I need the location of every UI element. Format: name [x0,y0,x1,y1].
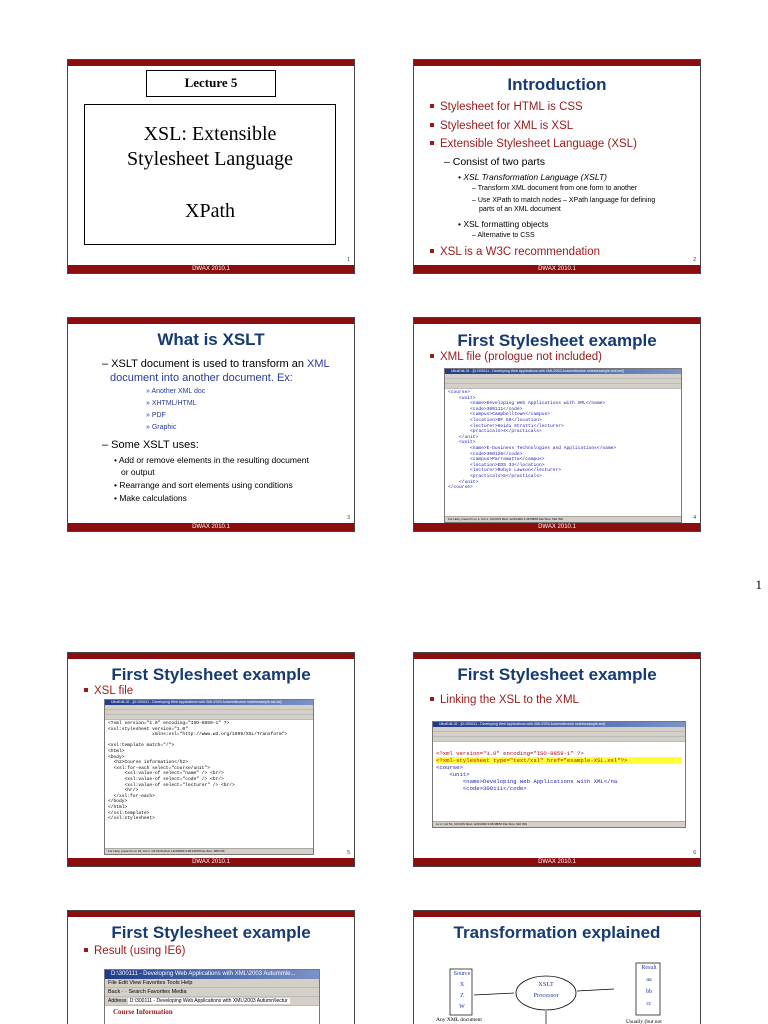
sub-xslt-b2: parts of an XML document [479,206,561,213]
code-line: <?xml version="1.0" encoding="ISO-8859-1" ?> [108,721,230,726]
bullet-square-icon [430,141,434,145]
code-line: <xsl:for-each select="course/unit"> [108,765,210,771]
page-number: 5 [347,850,350,856]
example-graphic: » Graphic [146,424,177,431]
code-area [445,389,681,492]
slide-top-bar [68,911,354,917]
code-line: </xsl:template> [108,810,150,816]
result-cc: cc [646,1001,652,1007]
code-line: <xsl:value-of select="code" /> <br/> [108,776,224,782]
code-line: <unit> [436,771,470,778]
source-w: W [459,1004,465,1010]
bullet-xsl-file: XSL file [84,685,133,697]
sub-consist: – Consist of two parts [444,156,545,168]
code-line: </html> [108,804,128,810]
code-line: <hr/> [108,788,139,794]
note-left: Any XML document [436,1017,482,1023]
status-bar: Ln 2, Col 51, C0 DOS Mod: 12/4/2003 3:08:38PM File Size: 622 INS [433,821,686,827]
slide-footer: DWAX 2010.1 [414,858,700,866]
result-aa: aa [646,977,652,983]
slide-title-line1: XSL: Extensible [143,123,277,145]
bullet-square-icon [430,104,434,108]
use-add-remove: • Add or remove elements in the resulting document [114,455,309,465]
bullet-square-icon [430,354,434,358]
status-bar: For Help, press F1 Ln 1, Col 1, C0 DOS Mod: 12/4/2003 1:36:59PM File Size: 592 INS [445,516,682,522]
slide-footer: DWAX 2010.1 [68,523,354,531]
code-line: <code>300111</code> [448,406,523,412]
code-line: </unit> [448,479,479,485]
code-line: <practicals>5</practicals> [448,473,542,479]
bullet-css: Stylesheet for HTML is CSS [430,101,583,113]
bullet-result: Result (using IE6) [84,945,185,957]
bullet-square-icon [84,688,88,692]
code-line-highlight: <?xml-stylesheet type="text/xsl" href="example-XSL.xsl"?> [436,757,682,764]
code-line: <html> [108,748,125,754]
arrow-source-processor [474,993,514,995]
example-pdf: » PDF [146,412,166,419]
slide-title: Transformation explained [453,923,661,942]
code-line: <xsl:stylesheet version="1.0" [108,726,188,732]
page-number: 4 [693,515,696,521]
slide-top-bar [414,318,700,324]
code-line: <unit> [448,440,476,446]
slide-top-bar [68,653,354,659]
slide-title: First Stylesheet example [457,331,657,350]
window-title: UltraEdit-32 - [D:\300111 - Developing Web Applications with XML\2003 Autumn\lecture notes\example.xml] [433,722,685,727]
source-label: Source [453,971,471,977]
menu-bar: File Edit View Favorites Tools Help [105,979,319,988]
window-title: D:\300111 - Developing Web Applications with XML\2003 Autumn\le... [105,970,319,979]
code-line: <campus>Campbelltown</campus> [448,412,550,418]
slide-top-bar [68,318,354,324]
lecture-label: Lecture 5 [184,75,238,90]
bullet-w3c: XSL is a W3C recommendation [430,246,600,258]
ie6-window [104,969,320,1024]
code-line: <lecturer>Heidi Stratti</lecturer> [448,423,564,429]
ultraedit-window [432,721,686,828]
code-line: <course> [448,390,471,395]
source-z: Z [460,993,464,999]
code-line: </course> [448,485,473,491]
code-line: <unit> [448,395,476,401]
result-content: Course Information [113,1008,173,1016]
bullet-linking: Linking the XSL to the XML [430,694,579,706]
code-line: <?xml version="1.0" encoding="ISO-8859-1" ?> [436,750,584,757]
page-number: 3 [347,515,350,521]
code-line: </xsl:stylesheet> [108,816,155,822]
slide-top-bar [414,653,700,659]
slide-footer: DWAX 2010.1 [68,858,354,866]
code-line: xmlns:xsl="http://www.w3.org/1999/XSL/Transform"> [108,732,288,738]
slide-2 [413,59,701,274]
slide-3 [67,317,355,532]
use-rearrange: • Rearrange and sort elements using conditions [114,480,293,490]
bullet-square-icon [430,697,434,701]
example-xhtml: » XHTML/HTML [146,400,197,407]
arrow-processor-result [577,989,614,991]
sub-xslt: • XSL Transformation Language (XSLT) [458,172,607,182]
source-x: X [459,982,465,988]
note-right: Usually (but not [626,1019,662,1024]
window-title: UltraEdit-32 - [D:\300111 - Developing Web Applications with XML\2003 Autumn\lecture notes\example-xsl.xsl] [105,700,313,705]
page-number: 1 [347,257,350,263]
xslt-uses: – Some XSLT uses: [102,439,199,451]
use-add-remove-cont: or output [121,467,155,477]
code-line: <code>300111</code> [436,785,527,792]
code-line: <xsl:template match="/"> [108,743,175,749]
code-line: <xsl:value-of select="lecturer" /> <br/> [108,782,235,788]
code-line: <campus>Parramatta</campus> [448,457,545,463]
bullet-square-icon [430,123,434,127]
slide-8 [413,910,701,1024]
sub-fo-a: – Alternative to CSS [472,232,535,239]
page-number: 2 [693,257,696,263]
slide-7 [67,910,355,1024]
code-line: </body> [108,799,128,805]
window-title: UltraEdit-32 - [D:\300111 - Developing Web Applications with XML\2003 Autumn\lecture notes\example-xml.xml] [445,369,681,374]
code-line: <body> [108,754,125,760]
slide-footer: DWAX 2010.1 [414,523,700,531]
code-line: </xsl:for-each> [108,793,155,799]
example-xml: » Another XML doc [146,388,206,395]
slide-6 [413,652,701,867]
code-line: <practicals>4</practicals> [448,429,542,435]
slide-top-bar [68,60,354,66]
sub-xslt-a: – Transform XML document from one form to another [472,185,638,192]
slide-top-bar [414,60,700,66]
code-line: <name>Developing Web Applications with XML</name> [448,401,606,407]
slide-4 [413,317,701,532]
bullet-square-icon [84,948,88,952]
slide-title-line3: XPath [185,200,235,222]
code-line: <location>EDS 33</location> [448,462,545,468]
sub-fo: • XSL formatting objects [458,219,549,229]
ultraedit-window [444,368,682,523]
slide-title: First Stylesheet example [111,923,311,942]
code-line: <location>BF G6</location> [448,417,542,423]
document-page-number: 1 [755,577,762,592]
code-area [105,720,313,823]
code-line: <name>E-business Technologies and Applications</name> [448,445,617,451]
result-label: Result [641,965,657,971]
bullet-xml-file: XML file (prologue not included) [430,351,602,363]
code-line: <lecturer>Robyn Lawson</lecturer> [448,468,562,474]
ultraedit-window [104,699,314,855]
slide-title: Introduction [507,75,607,94]
toolbar: Back · · Search Favorites Media [105,988,319,997]
slide-1 [67,59,355,274]
bullet-xsl: Stylesheet for XML is XSL [430,120,573,132]
slide-title-line2: Stylesheet Language [126,148,294,170]
slide-footer: DWAX 2010.1 [68,265,354,273]
processor-label-1: XSLT [538,981,554,988]
slide-5 [67,652,355,867]
slide-title: First Stylesheet example [111,665,311,684]
use-calculations: • Make calculations [114,493,187,503]
sub-xslt-b1: – Use XPath to match nodes – XPath language for defining [472,197,656,204]
code-line: <course> [436,764,463,771]
status-bar: For Help, press F1 Ln 22, Col 1, C0 DOS Mod: 12/4/2003 3:00:12PM File Size: 585 INS [105,848,314,854]
slide-title: What is XSLT [157,330,265,349]
code-line: </unit> [448,434,479,440]
result-bb: bb [646,989,652,995]
code-area [433,742,685,807]
processor-label-2: Processor [533,992,559,999]
code-line: <h2>Course information</h2> [108,760,188,766]
address-bar: Address D:\300111 - Developing Web Applications with XML\2003 Autumn\lectur [105,997,319,1006]
slide-footer: DWAX 2010.1 [414,265,700,273]
slide-title: First Stylesheet example [457,665,657,684]
page-number: 6 [693,850,696,856]
bullet-extensible: Extensible Stylesheet Language (XSL) [430,138,637,150]
code-line: <name>Developing Web Applications with XML</na [436,778,618,785]
bullet-square-icon [430,249,434,253]
code-line: <code>300126</code> [448,451,523,457]
code-line: <xsl:value-of select="name" /> <br/> [108,771,224,777]
xslt-definition: – XSLT document is used to transform an XML [102,358,330,370]
xslt-definition-cont: document into another document. Ex: [110,372,293,384]
